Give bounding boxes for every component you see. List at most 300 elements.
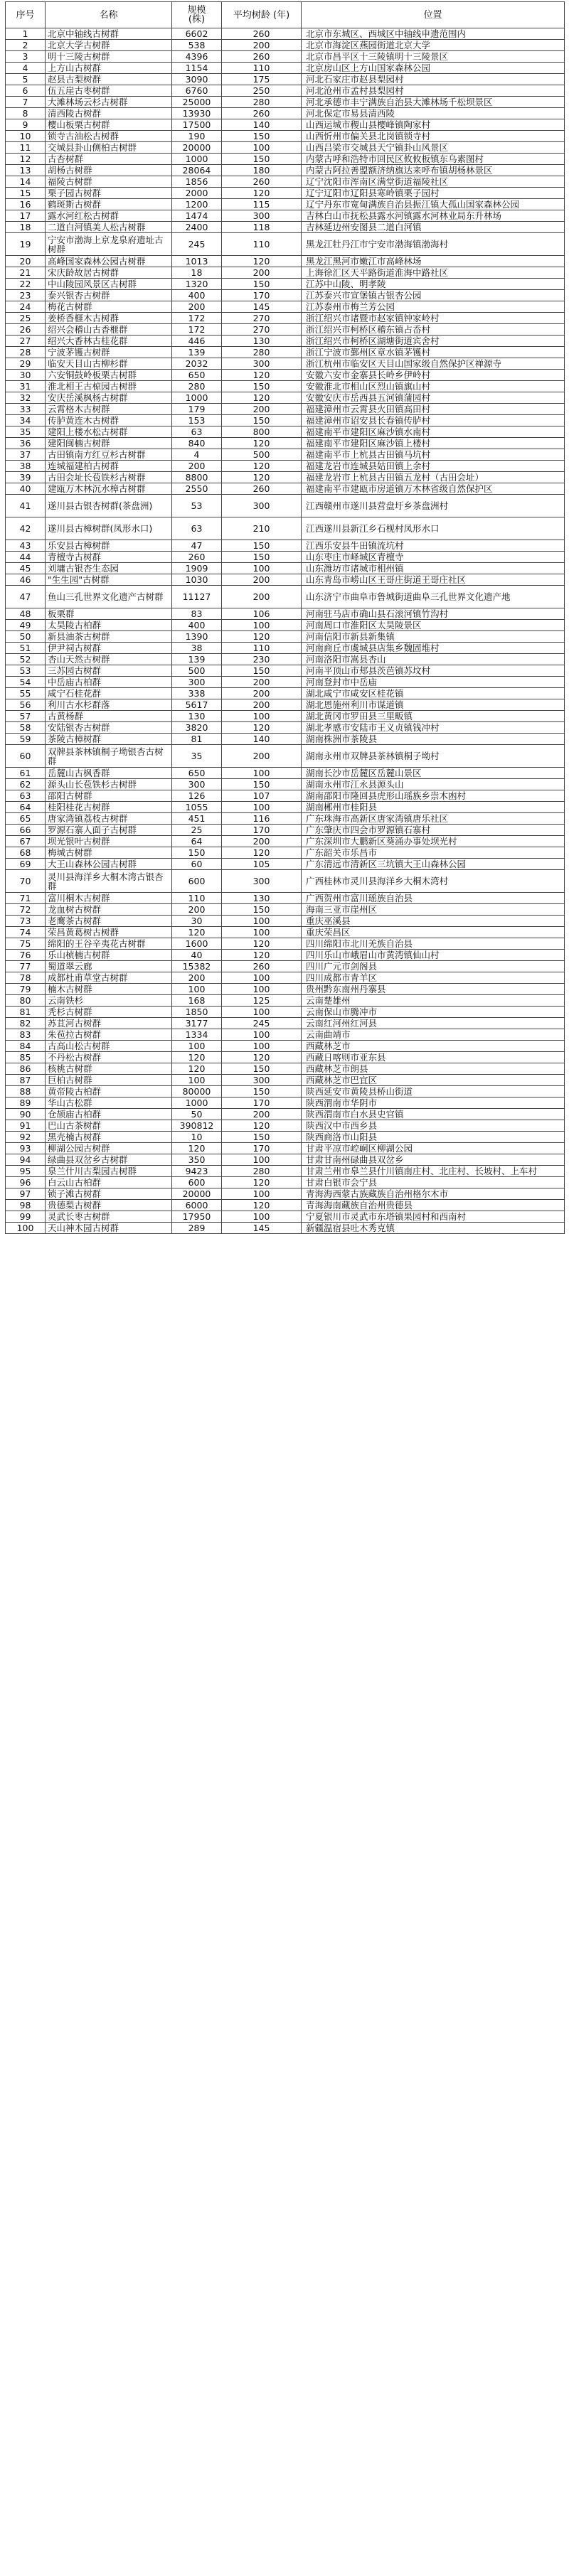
cell-index: 14 (6, 176, 46, 188)
cell-location: 甘肃平凉市崆峒区柳湖公园 (302, 1143, 565, 1154)
cell-name: 龙血树古树群 (46, 904, 172, 916)
cell-index: 79 (6, 984, 46, 995)
cell-index: 61 (6, 768, 46, 779)
table-row (6, 790, 565, 802)
cell-name: 咸宁石桂花群 (46, 688, 172, 699)
cell-avg-age: 110 (222, 233, 302, 256)
cell-index: 97 (6, 1188, 46, 1200)
cell-index: 63 (6, 790, 46, 802)
cell-name: 板栗群 (46, 608, 172, 620)
cell-location: 西藏林芝市朗县 (302, 1063, 565, 1075)
cell-scale: 1154 (172, 63, 222, 74)
cell-avg-age: 200 (222, 688, 302, 699)
cell-scale: 6000 (172, 1200, 222, 1211)
cell-location: 四川广元市剑阁县 (302, 961, 565, 972)
cell-location: 山东潍坊市诸城市相州镇 (302, 563, 565, 574)
table-row (6, 688, 565, 699)
cell-name: 泉兰什川古梨园古树群 (46, 1166, 172, 1177)
cell-name: 锁寺古油松古树群 (46, 131, 172, 142)
cell-scale: 38 (172, 643, 222, 654)
cell-name: "生生园"古树群 (46, 574, 172, 586)
cell-scale: 350 (172, 1154, 222, 1166)
cell-scale: 400 (172, 620, 222, 631)
cell-location: 山西忻州市偏关县北岗镇锁寺村 (302, 131, 565, 142)
cell-avg-age: 200 (222, 586, 302, 608)
cell-location: 河南驻马店市确山县石滚河镇竹沟村 (302, 608, 565, 620)
table-row (6, 904, 565, 916)
cell-location: 西藏日喀则市亚东县 (302, 1052, 565, 1063)
cell-index: 17 (6, 210, 46, 222)
cell-name: 成都杜甫草堂古树群 (46, 972, 172, 984)
cell-avg-age: 150 (222, 381, 302, 392)
cell-name: 核桃古树群 (46, 1063, 172, 1075)
cell-avg-age: 150 (222, 1132, 302, 1143)
table-row (6, 415, 565, 426)
cell-location: 湖南永州市江永县源头山 (302, 779, 565, 790)
cell-scale: 245 (172, 233, 222, 256)
cell-location: 上海徐汇区天平路街道淮海中路社区 (302, 267, 565, 279)
cell-name: 楠木古树群 (46, 984, 172, 995)
cell-avg-age: 150 (222, 154, 302, 165)
cell-scale: 300 (172, 677, 222, 688)
cell-avg-age: 130 (222, 893, 302, 904)
cell-avg-age: 270 (222, 313, 302, 324)
cell-scale: 538 (172, 40, 222, 51)
table-row (6, 74, 565, 85)
cell-index: 36 (6, 438, 46, 449)
cell-scale: 1856 (172, 176, 222, 188)
cell-index: 18 (6, 222, 46, 233)
cell-index: 35 (6, 426, 46, 438)
ancient-tree-table (5, 1, 565, 1234)
cell-scale: 53 (172, 495, 222, 517)
cell-name: 北京大学古树群 (46, 40, 172, 51)
cell-scale: 139 (172, 654, 222, 665)
table-row (6, 222, 565, 233)
cell-index: 62 (6, 779, 46, 790)
cell-index: 23 (6, 290, 46, 301)
table-row (6, 620, 565, 631)
cell-scale: 80000 (172, 1086, 222, 1098)
cell-name: 樱山板栗古树群 (46, 119, 172, 131)
cell-avg-age: 120 (222, 1120, 302, 1132)
cell-name: 清西陵古树群 (46, 108, 172, 119)
cell-scale: 1600 (172, 938, 222, 950)
cell-avg-age: 300 (222, 210, 302, 222)
cell-avg-age: 120 (222, 256, 302, 267)
cell-index: 45 (6, 563, 46, 574)
cell-location: 广西桂林市灵川县海洋乡大桐木湾村 (302, 870, 565, 893)
cell-scale: 1000 (172, 392, 222, 404)
cell-index: 95 (6, 1166, 46, 1177)
table-row (6, 1018, 565, 1029)
table-row (6, 1075, 565, 1086)
cell-scale: 30 (172, 916, 222, 927)
cell-scale: 338 (172, 688, 222, 699)
cell-location: 福建龙岩市连城县姑田镇上余村 (302, 461, 565, 472)
table-row (6, 1109, 565, 1120)
cell-index: 46 (6, 574, 46, 586)
cell-scale: 446 (172, 336, 222, 347)
cell-location: 北京市昌平区十三陵镇明十三陵景区 (302, 51, 565, 63)
cell-avg-age: 120 (222, 188, 302, 199)
cell-scale: 8800 (172, 472, 222, 483)
cell-index: 38 (6, 461, 46, 472)
cell-scale: 172 (172, 324, 222, 336)
table-row (6, 1029, 565, 1041)
cell-avg-age: 140 (222, 119, 302, 131)
cell-index: 40 (6, 483, 46, 495)
cell-location: 河北承德市丰宁满族自治县大滩林场千松坝景区 (302, 97, 565, 108)
cell-scale: 3090 (172, 74, 222, 85)
table-row (6, 1120, 565, 1132)
cell-name: 古田镇南方红豆杉古树群 (46, 449, 172, 461)
cell-name: 二道白河镇美人松古树群 (46, 222, 172, 233)
cell-index: 22 (6, 279, 46, 290)
cell-scale: 11127 (172, 586, 222, 608)
table-row (6, 472, 565, 483)
cell-scale: 200 (172, 461, 222, 472)
cell-scale: 1390 (172, 631, 222, 643)
cell-avg-age: 210 (222, 517, 302, 540)
table-row (6, 995, 565, 1007)
cell-scale: 83 (172, 608, 222, 620)
table-row (6, 1143, 565, 1154)
cell-name: 绍兴大香林古桂花群 (46, 336, 172, 347)
cell-name: 刘墉古银杏生态园 (46, 563, 172, 574)
table-row (6, 461, 565, 472)
cell-name: 交城县卦山侧柏古树群 (46, 142, 172, 154)
cell-index: 26 (6, 324, 46, 336)
cell-avg-age: 150 (222, 415, 302, 426)
cell-index: 93 (6, 1143, 46, 1154)
cell-location: 云南楚雄州 (302, 995, 565, 1007)
cell-avg-age: 280 (222, 97, 302, 108)
cell-location: 北京房山区上方山国家森林公园 (302, 63, 565, 74)
cell-index: 77 (6, 961, 46, 972)
table-row (6, 188, 565, 199)
cell-name: 绍兴会稽山古香榧群 (46, 324, 172, 336)
table-row (6, 1086, 565, 1098)
table-row (6, 916, 565, 927)
cell-name: 淮北相王古椋园古树群 (46, 381, 172, 392)
cell-index: 16 (6, 199, 46, 210)
cell-location: 江西遂川县新江乡石枧村凤形水口 (302, 517, 565, 540)
cell-location: 甘肃兰州市皋兰县什川镇南庄村、北庄村、长坡村、上车村 (302, 1166, 565, 1177)
table-row (6, 1007, 565, 1018)
cell-location: 河北保定市易县清西陵 (302, 108, 565, 119)
cell-index: 74 (6, 927, 46, 938)
cell-index: 53 (6, 665, 46, 677)
table-row (6, 586, 565, 608)
cell-name: 古田会址长苞铁杉古树群 (46, 472, 172, 483)
cell-index: 89 (6, 1098, 46, 1109)
table-body (6, 28, 565, 1234)
cell-scale: 25 (172, 825, 222, 836)
cell-index: 67 (6, 836, 46, 847)
cell-scale: 6760 (172, 85, 222, 97)
cell-index: 41 (6, 495, 46, 517)
cell-scale: 17950 (172, 1211, 222, 1223)
cell-location: 黑龙江黑河市嫩江市高峰林场 (302, 256, 565, 267)
cell-avg-age: 120 (222, 461, 302, 472)
cell-location: 湖南长沙市岳麓区岳麓山景区 (302, 768, 565, 779)
cell-scale: 179 (172, 404, 222, 415)
cell-avg-age: 800 (222, 426, 302, 438)
table-row (6, 1211, 565, 1223)
cell-scale: 81 (172, 734, 222, 745)
table-row (6, 779, 565, 790)
cell-index: 72 (6, 904, 46, 916)
cell-name: 罗源石寨人面子古树群 (46, 825, 172, 836)
table-row (6, 1223, 565, 1234)
table-row (6, 643, 565, 654)
cell-name: 遂川县古银杏树群(茶盘洲) (46, 495, 172, 517)
cell-avg-age: 200 (222, 404, 302, 415)
table-row (6, 847, 565, 859)
cell-index: 1 (6, 28, 46, 40)
cell-scale: 10 (172, 1132, 222, 1143)
cell-index: 7 (6, 97, 46, 108)
cell-avg-age: 120 (222, 950, 302, 961)
table-row (6, 199, 565, 210)
cell-index: 57 (6, 711, 46, 722)
table-row (6, 1132, 565, 1143)
cell-avg-age: 130 (222, 336, 302, 347)
cell-location: 江苏中山陵、明孝陵 (302, 279, 565, 290)
cell-scale: 40 (172, 950, 222, 961)
cell-index: 78 (6, 972, 46, 984)
cell-avg-age: 260 (222, 483, 302, 495)
cell-name: 北京中轴线古树群 (46, 28, 172, 40)
cell-avg-age: 105 (222, 859, 302, 870)
cell-scale: 120 (172, 1063, 222, 1075)
cell-scale: 1030 (172, 574, 222, 586)
cell-location: 内蒙古呼和浩特市回民区攸攸板镇东乌素图村 (302, 154, 565, 165)
cell-avg-age: 170 (222, 1143, 302, 1154)
cell-location: 福建漳州市云霄县火田镇高田村 (302, 404, 565, 415)
table-row (6, 768, 565, 779)
cell-avg-age: 110 (222, 643, 302, 654)
cell-location: 江苏泰兴市宣堡镇古银杏公园 (302, 290, 565, 301)
cell-location: 福建南平市建阳区麻沙镇水南村 (302, 426, 565, 438)
cell-index: 71 (6, 893, 46, 904)
cell-index: 52 (6, 654, 46, 665)
cell-name: 大王山森林公园古树群 (46, 859, 172, 870)
table-row (6, 165, 565, 176)
table-row (6, 313, 565, 324)
cell-avg-age: 115 (222, 199, 302, 210)
cell-location: 福建南平市上杭县古田镇马坑村 (302, 449, 565, 461)
cell-avg-age: 100 (222, 1188, 302, 1200)
cell-avg-age: 500 (222, 449, 302, 461)
cell-avg-age: 120 (222, 1052, 302, 1063)
cell-name: 坝光银叶古树群 (46, 836, 172, 847)
cell-avg-age: 260 (222, 28, 302, 40)
cell-avg-age: 245 (222, 1018, 302, 1029)
cell-scale: 1055 (172, 802, 222, 813)
cell-index: 13 (6, 165, 46, 176)
cell-name: 六安铜鼓岭板栗古树群 (46, 370, 172, 381)
cell-location: 四川绵阳市北川羌族自治县 (302, 938, 565, 950)
cell-avg-age: 125 (222, 995, 302, 1007)
cell-scale: 2000 (172, 188, 222, 199)
cell-scale: 168 (172, 995, 222, 1007)
table-row (6, 870, 565, 893)
cell-scale: 600 (172, 870, 222, 893)
cell-scale: 200 (172, 301, 222, 313)
cell-location: 福建南平市建阳区麻沙镇上楼村 (302, 438, 565, 449)
cell-avg-age: 150 (222, 540, 302, 552)
cell-name: 鱼山三孔世界文化遗产古树群 (46, 586, 172, 608)
table-row (6, 108, 565, 119)
table-row (6, 802, 565, 813)
cell-scale: 3820 (172, 722, 222, 734)
cell-index: 56 (6, 699, 46, 711)
cell-index: 58 (6, 722, 46, 734)
cell-scale: 63 (172, 426, 222, 438)
cell-location: 河南信阳市新县新集镇 (302, 631, 565, 643)
cell-avg-age: 120 (222, 847, 302, 859)
cell-name: 太昊陵古柏群 (46, 620, 172, 631)
cell-scale: 100 (172, 984, 222, 995)
cell-scale: 650 (172, 768, 222, 779)
cell-scale: 25000 (172, 97, 222, 108)
cell-index: 47 (6, 586, 46, 608)
cell-name: 黄帝陵古柏群 (46, 1086, 172, 1098)
cell-avg-age: 120 (222, 1177, 302, 1188)
table-row (6, 950, 565, 961)
table-row (6, 1098, 565, 1109)
cell-scale: 300 (172, 779, 222, 790)
table-row (6, 210, 565, 222)
cell-index: 59 (6, 734, 46, 745)
cell-name: 露水河红松古树群 (46, 210, 172, 222)
cell-scale: 1320 (172, 279, 222, 290)
cell-scale: 139 (172, 347, 222, 358)
cell-name: 传胪黄连木古树群 (46, 415, 172, 426)
cell-name: 中岳庙古柏群 (46, 677, 172, 688)
cell-scale: 35 (172, 745, 222, 768)
cell-index: 99 (6, 1211, 46, 1223)
cell-index: 15 (6, 188, 46, 199)
table-row (6, 131, 565, 142)
cell-index: 12 (6, 154, 46, 165)
cell-name: 锁子滩古树群 (46, 1188, 172, 1200)
cell-index: 76 (6, 950, 46, 961)
cell-scale: 60 (172, 859, 222, 870)
cell-name: 朱苞拉古树群 (46, 1029, 172, 1041)
cell-name: 蜀道翠云廊 (46, 961, 172, 972)
cell-scale: 120 (172, 1143, 222, 1154)
table-row (6, 142, 565, 154)
header-location: 位置 (302, 2, 565, 28)
cell-index: 6 (6, 85, 46, 97)
table-row (6, 324, 565, 336)
cell-avg-age: 150 (222, 665, 302, 677)
cell-name: 安陆银杏古树群 (46, 722, 172, 734)
cell-name: 巨柏古树群 (46, 1075, 172, 1086)
cell-location: 湖南永州市双牌县茶林镇桐子坳村 (302, 745, 565, 768)
cell-name: 云南铁杉 (46, 995, 172, 1007)
cell-avg-age: 150 (222, 1063, 302, 1075)
cell-scale: 1000 (172, 1098, 222, 1109)
cell-name: 灵川县海洋乡大桐木湾古银杏群 (46, 870, 172, 893)
cell-name: 岳麓山古枫香群 (46, 768, 172, 779)
table-row (6, 677, 565, 688)
cell-location: 浙江绍兴市柯桥区稽东镇占岙村 (302, 324, 565, 336)
cell-name: 连城福建柏古树群 (46, 461, 172, 472)
cell-index: 24 (6, 301, 46, 313)
table-row (6, 734, 565, 745)
cell-location: 福建龙岩市上杭县古田镇五龙村（古田会址） (302, 472, 565, 483)
table-row (6, 552, 565, 563)
cell-name: 秃杉古树群 (46, 1007, 172, 1018)
cell-location: 广东肇庆市四会市罗源镇石寨村 (302, 825, 565, 836)
cell-index: 8 (6, 108, 46, 119)
cell-avg-age: 100 (222, 1154, 302, 1166)
cell-location: 福建南平市建瓯市房道镇万木林省级自然保护区 (302, 483, 565, 495)
cell-location: 浙江绍兴市诸暨市赵家镇钟家岭村 (302, 313, 565, 324)
table-row (6, 893, 565, 904)
cell-avg-age: 100 (222, 768, 302, 779)
cell-name: 宁波茅镬古树群 (46, 347, 172, 358)
cell-avg-age: 200 (222, 267, 302, 279)
cell-location: 广东韶关市乐昌市 (302, 847, 565, 859)
cell-avg-age: 200 (222, 699, 302, 711)
cell-scale: 1334 (172, 1029, 222, 1041)
cell-name: 杏山天然古树群 (46, 654, 172, 665)
cell-scale: 190 (172, 131, 222, 142)
cell-name: 桂阳桂花古树群 (46, 802, 172, 813)
cell-name: 云霄格木古树群 (46, 404, 172, 415)
cell-name: 荣昌黄葛树古树群 (46, 927, 172, 938)
cell-location: 甘肃甘南州碌曲县双岔乡 (302, 1154, 565, 1166)
cell-location: 湖北孝感市安陆市王义贞镇钱冲村 (302, 722, 565, 734)
cell-location: 浙江宁波市鄞州区章水镇茅镬村 (302, 347, 565, 358)
cell-location: 四川成都市青羊区 (302, 972, 565, 984)
cell-location: 江西赣州市遂川县营盘圩乡茶盘洲村 (302, 495, 565, 517)
table-row (6, 483, 565, 495)
table-row (6, 1166, 565, 1177)
cell-location: 河南周口市淮阳区太昊陵景区 (302, 620, 565, 631)
cell-avg-age: 145 (222, 301, 302, 313)
cell-avg-age: 120 (222, 438, 302, 449)
cell-index: 9 (6, 119, 46, 131)
cell-location: 陕西商洛市山阳县 (302, 1132, 565, 1143)
cell-name: 古高山松古树群 (46, 1041, 172, 1052)
cell-name: 绿曲县双岔乡古树群 (46, 1154, 172, 1166)
cell-location: 湖北咸宁市咸安区桂花镇 (302, 688, 565, 699)
cell-scale: 47 (172, 540, 222, 552)
cell-name: 姜桥香榧木古树群 (46, 313, 172, 324)
table-row (6, 859, 565, 870)
cell-scale: 9423 (172, 1166, 222, 1177)
cell-avg-age: 110 (222, 63, 302, 74)
cell-index: 31 (6, 381, 46, 392)
cell-name: 乐安县古樟树群 (46, 540, 172, 552)
cell-name: 梅花古树群 (46, 301, 172, 313)
cell-location: 西藏林芝市巴宜区 (302, 1075, 565, 1086)
cell-location: 云南保山市腾冲市 (302, 1007, 565, 1018)
cell-scale: 17500 (172, 119, 222, 131)
cell-index: 28 (6, 347, 46, 358)
cell-scale: 289 (172, 1223, 222, 1234)
table-row (6, 426, 565, 438)
cell-name: 青檀寺古树群 (46, 552, 172, 563)
cell-avg-age: 150 (222, 552, 302, 563)
table-row (6, 540, 565, 552)
